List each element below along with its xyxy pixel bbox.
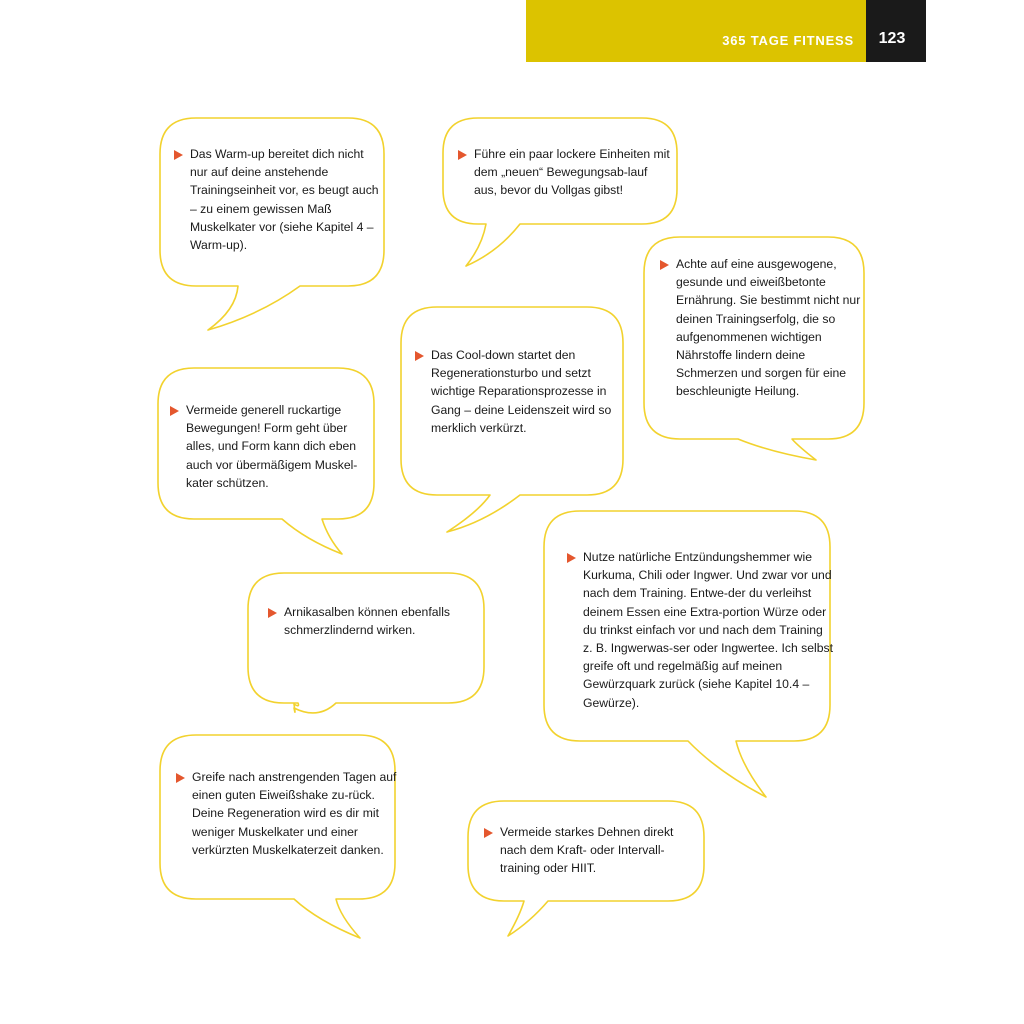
tip-text: Achte auf eine ausgewogene, gesunde und eiweißbetonte Ernährung. Sie bestimmt nicht nur deinen Trainingserfolg, die so aufgenommenen wichtigen Nährstoffe lindern deine Schmerzen und sorgen für eine beschleunigte Heilung. <box>676 257 861 399</box>
tip-text: Vermeide starkes Dehnen direkt nach dem Kraft- oder Intervall-training oder HIIT. <box>500 825 674 876</box>
tip-text: Das Warm-up bereitet dich nicht nur auf deine anstehende Trainingseinheit vor, es beugt auch – zu einem gewissen Maß Muskelkater vor (siehe Kapitel 4 – Warm-up). <box>190 147 379 253</box>
triangle-right-icon <box>458 150 467 160</box>
tip-protein <box>176 768 402 859</box>
tip-text: Arnikasalben können ebenfalls schmerzlindernd wirken. <box>284 605 451 638</box>
triangle-right-icon <box>415 351 424 361</box>
tip-cooldown <box>415 346 623 437</box>
tip-text: Nutze natürliche Entzündungshemmer wie Kurkuma, Chili oder Ingwer. Und zwar vor und nach dem Training. Entwe-der du verleihst deinem Essen eine Extra-portion Würze oder du trinkst einfach vor und nach dem Training z. B. Ingwerwas-ser oder Ingwertee. Ich selbst greife oft und regelmäßig auf meinen Gewürzquark zurück (siehe Kapitel 10.4 – Gewürze). <box>583 550 833 710</box>
tip-text: Das Cool-down startet den Regenerationsturbo und setzt wichtige Reparationsprozesse in Gang – deine Leidenszeit wird so merklich verkürzt. <box>431 348 612 435</box>
triangle-right-icon <box>174 150 183 160</box>
tip-warmup <box>174 145 382 254</box>
triangle-right-icon <box>660 260 669 270</box>
triangle-right-icon <box>484 828 493 838</box>
tip-text: Vermeide generell ruckartige Bewegungen! Form geht über alles, und Form kann dich eben auch vor übermäßigem Muskel-kater schützen. <box>186 403 358 490</box>
triangle-right-icon <box>176 773 185 783</box>
triangle-right-icon <box>268 608 277 618</box>
tip-stretching <box>484 823 696 878</box>
tip-arnica <box>268 603 484 639</box>
triangle-right-icon <box>567 553 576 563</box>
tip-movement <box>458 145 670 200</box>
tip-text: Greife nach anstrengenden Tagen auf einen guten Eiweißshake zu-rück. Deine Regeneration wird es dir mit weniger Muskelkater und einer verkürzten Muskelkaterzeit danken. <box>192 770 397 857</box>
tip-nutrition <box>660 255 866 401</box>
page-number: 123 <box>878 30 906 47</box>
header-title: 365 TAGE FITNESS <box>722 33 854 48</box>
speech-bubble-arnica <box>248 573 484 713</box>
triangle-right-icon <box>170 406 179 416</box>
tip-inflammation <box>567 548 833 712</box>
tip-text: Führe ein paar lockere Einheiten mit dem „neuen“ Bewegungsab-lauf aus, bevor du Vollgas gibst! <box>474 147 670 198</box>
tip-posture <box>170 401 376 492</box>
